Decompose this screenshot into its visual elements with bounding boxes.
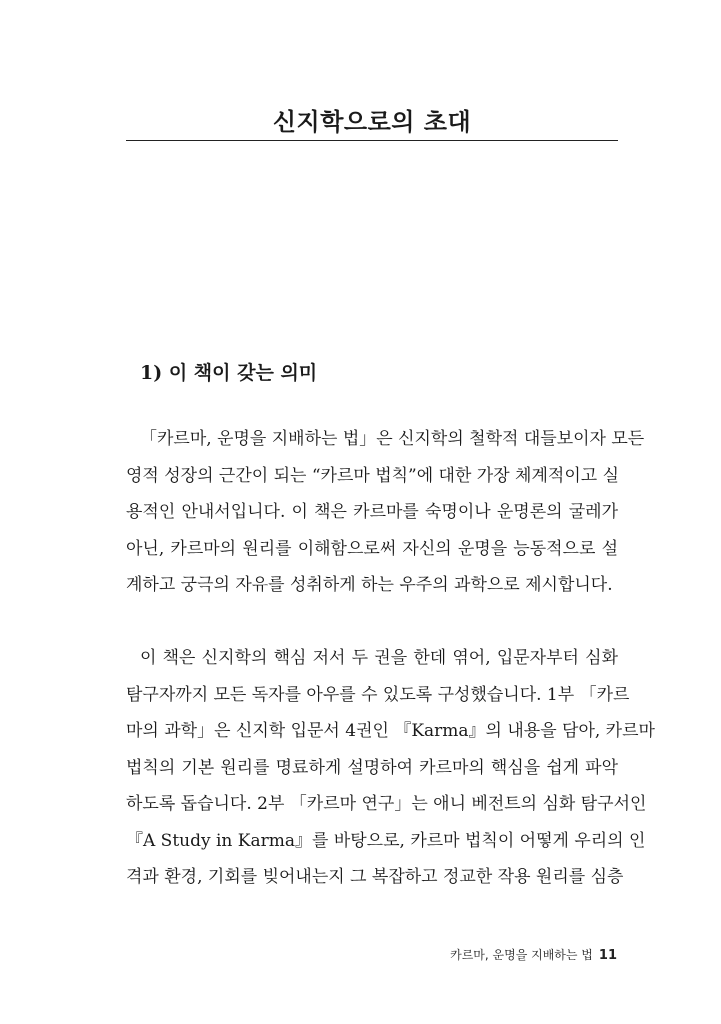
text-line: 『A Study in Karma』를 바탕으로, 카르마 법칙이 어떻게 우리의 인 <box>126 830 646 851</box>
text-line: 「카르마, 운명을 지배하는 법」은 신지학의 철학적 대들보이자 모든 <box>140 429 645 449</box>
text-line: 아닌, 카르마의 원리를 이해함으로써 자신의 운명을 능동적으로 설 <box>126 538 618 559</box>
paragraph-1 <box>126 421 645 604</box>
text-line: 마의 과학」은 신지학 입문서 4권인 『Karma』의 내용을 담아, 카르마 <box>126 721 655 741</box>
text-line: 하도록 돕습니다. 2부 「카르마 연구」는 애니 베전트의 심화 탐구서인 <box>126 794 647 814</box>
text-line: 계하고 궁극의 자유를 성취하게 하는 우주의 과학으로 제시합니다. <box>126 575 613 595</box>
text-line: 용적인 안내서입니다. 이 책은 카르마를 숙명이나 운명론의 굴레가 <box>126 502 618 522</box>
title-divider <box>126 140 618 141</box>
text-line: 격과 환경, 기회를 빚어내는지 그 복잡하고 정교한 작용 원리를 심층 <box>126 867 624 887</box>
page-number: 11 <box>598 948 617 963</box>
paragraph-2 <box>126 640 655 896</box>
page-footer <box>450 946 617 963</box>
chapter-title: 신지학으로의 초대 <box>272 107 472 136</box>
section-heading: 1) 이 책이 갖는 의미 <box>140 362 318 384</box>
running-footer-title: 카르마, 운명을 지배하는 법 <box>450 948 593 962</box>
text-line: 영적 성장의 근간이 되는 “카르마 법칙”에 대한 가장 체계적이고 실 <box>126 465 619 486</box>
text-line: 법칙의 기본 원리를 명료하게 설명하여 카르마의 핵심을 쉽게 파악 <box>126 757 618 778</box>
text-line: 이 책은 신지학의 핵심 저서 두 권을 한데 엮어, 입문자부터 심화 <box>140 648 618 668</box>
text-line: 탐구자까지 모든 독자를 아우를 수 있도록 구성했습니다. 1부 「카르 <box>126 684 630 705</box>
